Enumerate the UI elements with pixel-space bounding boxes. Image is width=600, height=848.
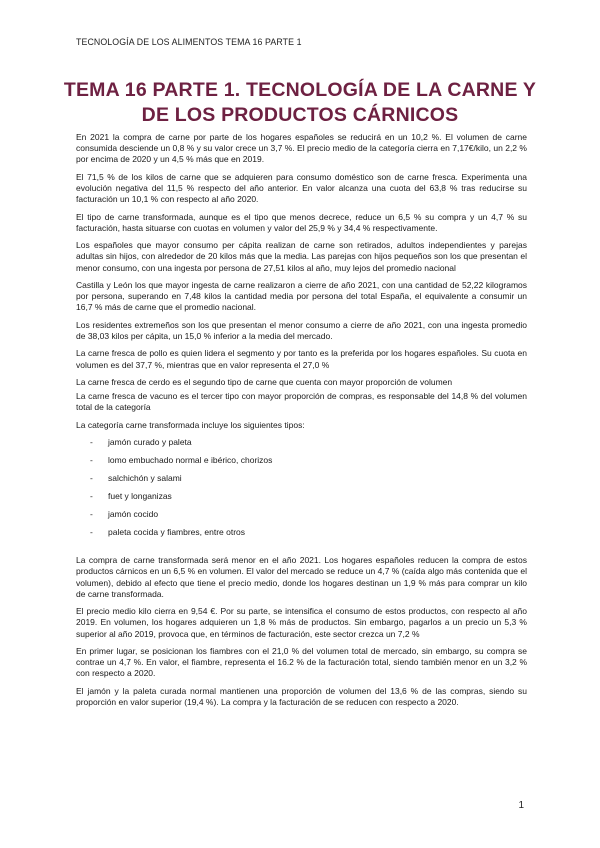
paragraph: El jamón y la paleta curada normal mantienen una proporción de volumen del 13,6 % de las compras, siendo su proporción en valor superior (19,4 %). La compra y la facturación de se reducen con respecto a 2020.	[76, 685, 527, 707]
page-number: 1	[518, 800, 524, 811]
document-body	[76, 132, 527, 714]
list-item: - salchichón y salami	[76, 473, 527, 491]
list-item: - fuet y longanizas	[76, 491, 527, 509]
list-item: - jamón curado y paleta	[76, 437, 527, 455]
paragraph: La carne fresca de vacuno es el tercer tipo con mayor proporción de compras, es responsable del 14,8 % del volumen total de la categoría	[76, 391, 527, 413]
paragraph: Los españoles que mayor consumo per cápita realizan de carne son retirados, adultos independientes y parejas adultas sin hijos, con alrededor de 20 kilos más que la media. Las parejas con hijos pequeños son los que presentan el menor consumo, con una ingesta por persona de 27,51 kilos al año, muy lejos del promedio nacional	[76, 240, 527, 273]
paragraph: El tipo de carne transformada, aunque es el tipo que menos decrece, reduce un 6,5 % su compra y un 4,7 % su facturación, hasta situarse con cuotas en volumen y valor del 25,9 % y 34,4 % respectivamente.	[76, 211, 527, 233]
paragraph: Los residentes extremeños son los que presentan el menor consumo a cierre de año 2021, con una ingesta promedio de 38,03 kilos per cápita, un 15,0 % inferior a la media del mercado.	[76, 319, 527, 341]
paragraph: El 71,5 % de los kilos de carne que se adquieren para consumo doméstico son de carne fresca. Experimenta una evolución negativa del 11,5 % respecto del año anterior. En valor alcanza una cuota del 63,8 % tras reducirse su facturación un 10,1 % con respecto al año 2020.	[76, 171, 527, 205]
list-intro: La categoría carne transformada incluye los siguientes tipos:	[76, 419, 305, 430]
list-item: - jamón cocido	[76, 509, 527, 527]
paragraph: La carne fresca de cerdo es el segundo tipo de carne que cuenta con mayor proporción de volumen	[76, 376, 453, 387]
list-item: - paleta cocida y fiambres, entre otros	[76, 527, 527, 545]
paragraph: La compra de carne transformada será menor en el año 2021. Los hogares españoles reducen la compra de estos productos cárnicos en un 6,5 % en volumen. El valor del mercado se reduce un 4,7 % (caída algo más contenida que el volumen), debido al efecto que tiene el precio medio, donde los hogares destinan un 1,9 % más para comprar un kilo de carne transformada.	[76, 555, 527, 599]
meat-types-list	[76, 437, 527, 545]
list-item: - lomo embuchado normal e ibérico, chorizos	[76, 455, 527, 473]
paragraph: Castilla y León los que mayor ingesta de carne realizaron a cierre de año 2021, con una cantidad de 52,22 kilogramos por persona, superando en 7,48 kilos la cantidad media por persona del total España, el equivalente a consumir un 16,7 % más de carne que el promedio nacional.	[76, 279, 527, 313]
running-header: TECNOLOGÍA DE LOS ALIMENTOS TEMA 16 PARTE 1	[76, 37, 302, 47]
paragraph: En primer lugar, se posicionan los fiambres con el 21,0 % del volumen total de mercado, sin embargo, su compra se contrae un 4,7 %. En valor, el fiambre, representa el 16.2 % de la facturación total, siendo también menor en un 3,2 % con respecto a 2020.	[76, 645, 527, 679]
paragraph: La carne fresca de pollo es quien lidera el segmento y por tanto es la preferida por los hogares españoles. Su cuota en volumen es del 37,7 %, mientras que en valor representa el 27,0 %	[76, 348, 527, 370]
paragraph: En 2021 la compra de carne por parte de los hogares españoles se reducirá en un 10,2 %. El volumen de carne consumida desciende un 0,8 % y su valor crece un 3,7 %. El precio medio de la categoría cierra en 7,17€/kilo, un 2,2 % por encima de 2020 y un 4,5 % más que en 2019.	[76, 132, 527, 165]
document-title: TEMA 16 PARTE 1. TECNOLOGÍA DE LA CARNE Y DE LOS PRODUCTOS CÁRNICOS	[63, 79, 537, 126]
paragraph: El precio medio kilo cierra en 9,54 €. Por su parte, se intensifica el consumo de estos productos, con respecto al año 2019. En volumen, los hogares adquieren un 1,8 % más de productos. Sin embargo, pagarlos a un precio un 5,3 % superior al año 2019, provoca que, en términos de facturación, este sector crezca un 7,2 %	[76, 606, 527, 639]
